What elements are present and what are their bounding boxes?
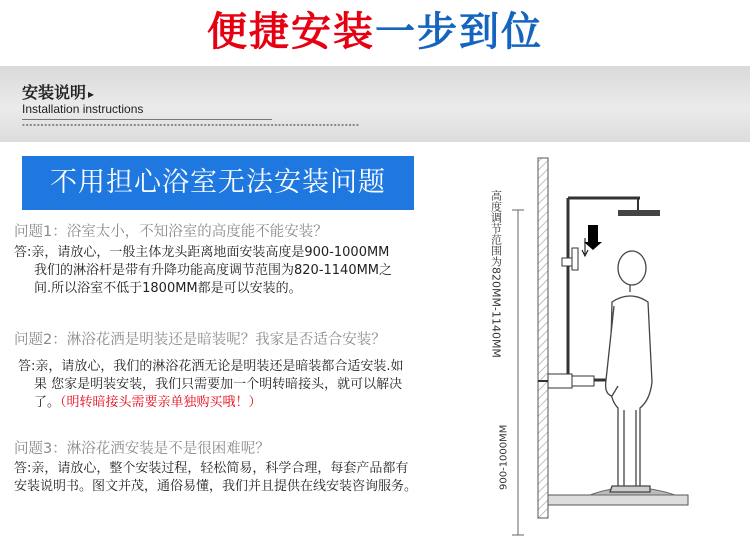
answer-1-line-3: 间.所以浴室不低于1800MM都是可以安装的。 [34, 281, 302, 296]
installation-diagram [490, 150, 750, 538]
headline-part1: 便捷安装 [207, 9, 375, 55]
range-label: 高度调节范围为820MM-1140MM [490, 190, 503, 358]
section-title-cn: 安装说明 ▸ [22, 83, 95, 102]
answer-3-line-1: 答:亲，请放心，整个安装过程，轻松简易，科学合理，每套产品都有 [14, 461, 409, 476]
question-2: 问题2：淋浴花洒是明装还是暗装呢？我家是否适合安装？ [14, 332, 386, 348]
answer-3-line-2: 安装说明书。图文并茂，通俗易懂，我们并且提供在线安装咨询服务。 [14, 479, 418, 494]
banner: 不用担心浴室无法安装问题 [22, 156, 414, 210]
shower-head-icon [618, 210, 660, 216]
base-height-label: 900-1000MM [498, 424, 510, 490]
answer-2-line-3: 了。（明转暗接头需要亲单独购买哦！） [34, 395, 262, 410]
question-1: 问题1：浴室太小，不知浴室的高度能不能安装？ [14, 224, 328, 240]
hand-shower-icon [572, 248, 578, 270]
arrow-right-icon: ▸ [88, 87, 95, 101]
fine-print-decoration: ▪▪▪▪▪▪▪▪▪▪▪▪▪▪▪▪▪▪▪▪▪▪▪▪▪▪▪▪▪▪▪▪▪▪▪▪▪▪▪▪▪▪▪▪▪▪▪▪▪▪▪▪▪▪▪▪▪▪▪▪▪▪▪▪▪▪▪▪▪▪▪▪▪▪▪▪▪▪▪▪▪▪▪▪▪▪▪▪▪▪▪ [22, 122, 360, 127]
headline-part2: 一步到位 [375, 9, 543, 55]
person-figure [606, 251, 652, 492]
section-title-en: Installation instructions [22, 102, 144, 116]
answer-2-note: （明转暗接头需要亲单独购买哦！） [60, 395, 262, 410]
floor [548, 495, 688, 505]
wall [538, 158, 548, 518]
divider [22, 119, 272, 120]
section-header-band [0, 66, 750, 142]
question-3: 问题3：淋浴花洒安装是不是很困难呢？ [14, 441, 270, 457]
mixer-valve [548, 374, 572, 388]
answer-1-line-1: 答:亲，请放心，一般主体龙头距离地面安装高度是900-1000MM [14, 245, 390, 260]
answer-2-line-2: 果 您家是明装安装，我们只需要加一个明转暗接头，就可以解决 [34, 377, 403, 392]
headline [0, 4, 750, 60]
arrow-down-icon [584, 225, 602, 250]
answer-1-line-2: 我们的淋浴杆是带有升降功能高度调节范围为820-1140MM之 [34, 263, 393, 278]
answer-2-line-1: 答:亲，请放心，我们的淋浴花洒无论是明装还是暗装都合适安装.如 [18, 359, 404, 374]
